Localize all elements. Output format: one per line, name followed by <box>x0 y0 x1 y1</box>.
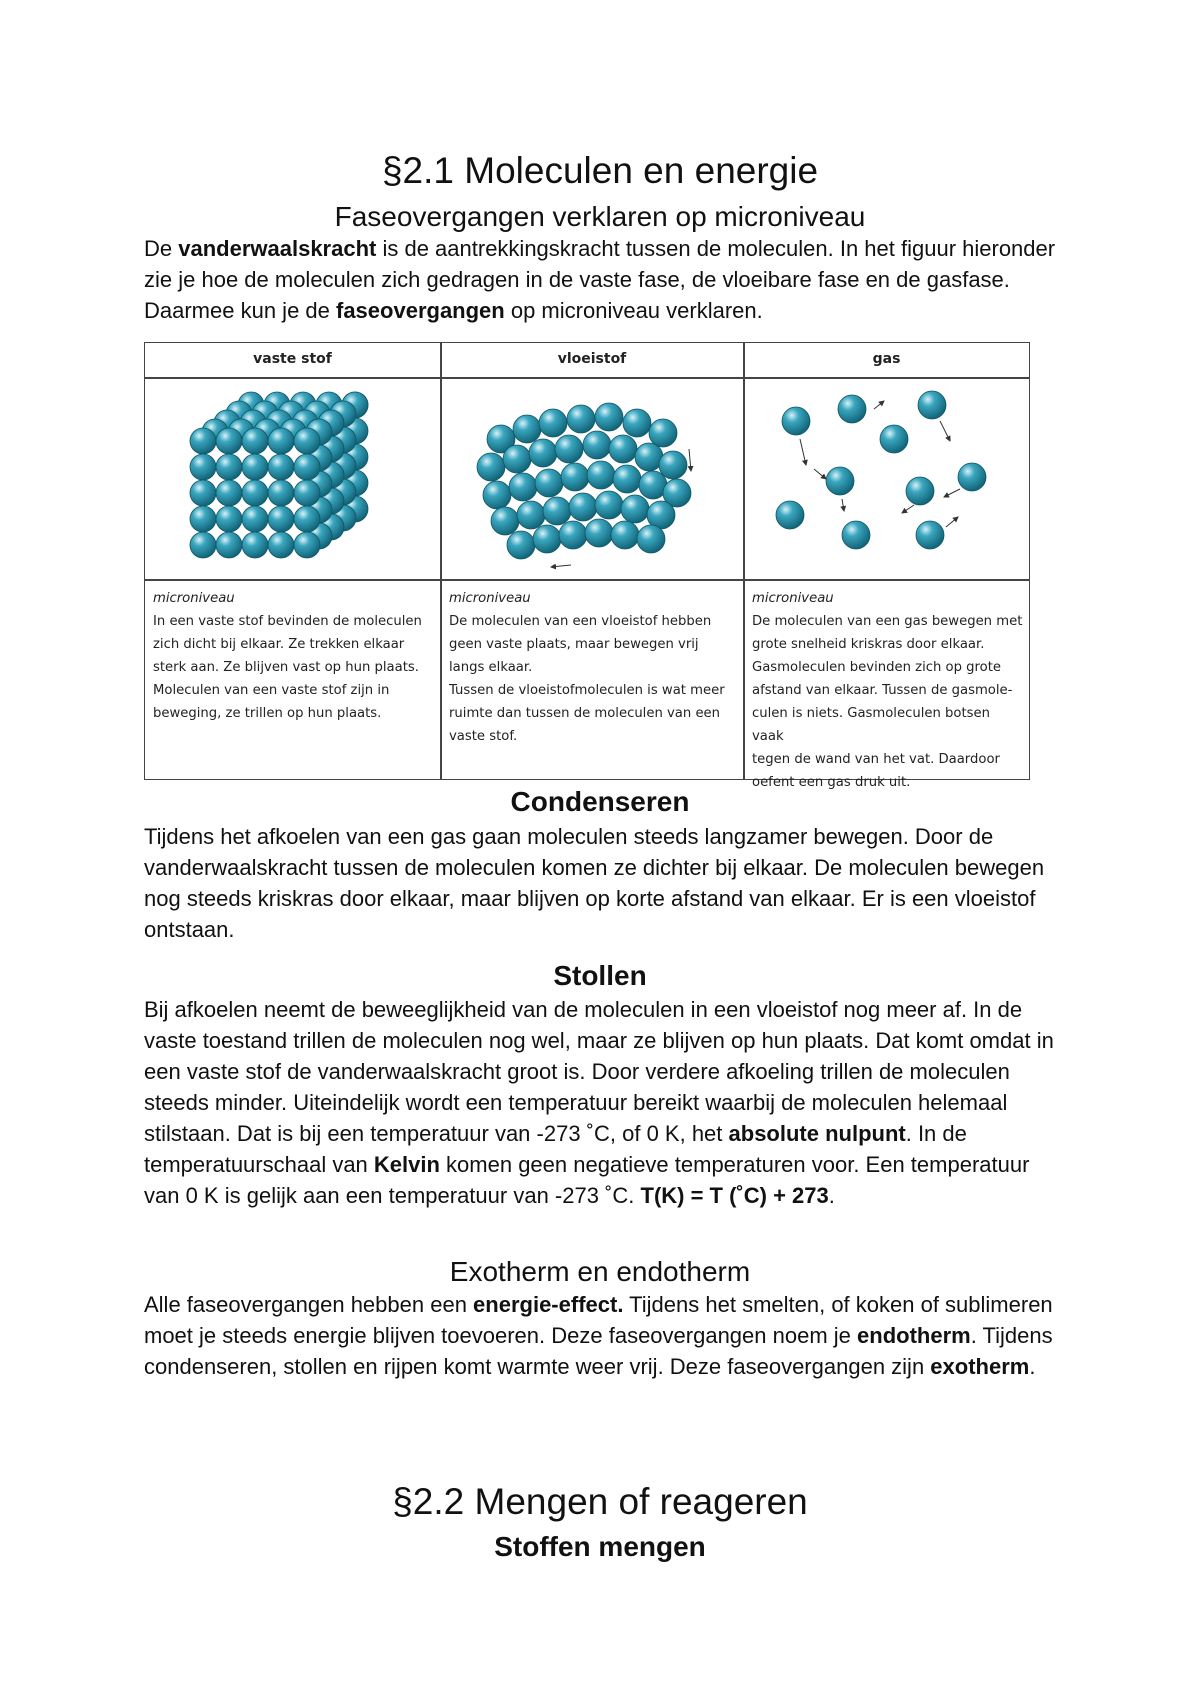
molecule <box>842 521 870 549</box>
molecule <box>294 428 320 454</box>
molecule <box>776 501 804 529</box>
gas-molecules-illustration <box>744 379 1029 579</box>
column-vaste-stof <box>145 343 440 779</box>
caption-label: microniveau <box>752 591 834 606</box>
motion-arrow <box>944 489 960 497</box>
molecule <box>268 506 294 532</box>
molecule <box>649 419 677 447</box>
solid-molecules-illustration <box>145 379 440 579</box>
molecule <box>216 506 242 532</box>
molecule <box>880 425 908 453</box>
molecule <box>242 506 268 532</box>
molecule <box>190 532 216 558</box>
molecule <box>190 480 216 506</box>
heading-stollen: Stollen <box>553 960 647 991</box>
molecule <box>483 481 511 509</box>
molecule <box>294 454 320 480</box>
molecule <box>242 480 268 506</box>
molecule <box>242 532 268 558</box>
molecule <box>543 497 571 525</box>
molecule <box>613 465 641 493</box>
caption-line: tegen de wand van het vat. Daardoor <box>752 752 1000 767</box>
term-absolute-nulpunt: absolute nulpunt <box>728 1121 906 1146</box>
molecule <box>838 395 866 423</box>
section-title-2: §2.2 Mengen of reageren <box>392 1481 808 1522</box>
molecule <box>268 454 294 480</box>
section-title: §2.1 Moleculen en energie <box>381 150 819 191</box>
molecule <box>294 532 320 558</box>
molecule <box>268 428 294 454</box>
molecule <box>567 405 595 433</box>
molecule <box>190 428 216 454</box>
molecule <box>826 467 854 495</box>
molecule <box>268 480 294 506</box>
molecule <box>507 531 535 559</box>
paragraph-stollen: Bij afkoelen neemt de beweeglijkheid van de moleculen in een vloeistof nog meer af. In de vaste toestand trillen de moleculen nog wel, maar ze blijven op hun plaats. Dat komt omdat in een vaste stof de vanderwaalskracht groot is. Door verdere afkoeling trillen de moleculen steeds minder. Uiteindelijk wordt een temperatuur bereikt waarbij de moleculen helemaal stilstaan. Dat is bij een temperatuur van -273 ˚C, of 0 K, het absolute nulpunt. In de temperatuurschaal van Kelvin komen geen negatieve temperaturen voor. Een temperatuur van 0 K is gelijk aan een temperatuur van -273 ˚C. T(K) = T (˚C) + 273. <box>144 997 1054 1208</box>
paragraph-condenseren: Tijdens het afkoelen van een gas gaan moleculen steeds langzamer bewegen. Door de vanderwaalskracht tussen de moleculen komen ze dichter bij elkaar. De moleculen bewegen nog steeds kriskras door elkaar, maar blijven op korte afstand van elkaar. Er is een vloeistof ontstaan. <box>144 824 1045 942</box>
molecule <box>918 391 946 419</box>
column-header: vaste stof <box>253 351 332 367</box>
term-endotherm: endotherm <box>857 1323 971 1348</box>
molecule <box>623 409 651 437</box>
caption-line: grote snelheid kriskras door elkaar. <box>752 637 985 652</box>
molecule <box>503 445 531 473</box>
caption-line: langs elkaar. <box>449 660 533 675</box>
phase-figure-table <box>144 342 1030 790</box>
caption-line: Tussen de vloeistofmoleculen is wat meer <box>449 683 725 698</box>
molecule <box>569 493 597 521</box>
motion-arrow <box>551 565 571 567</box>
molecule <box>216 428 242 454</box>
molecule <box>587 461 615 489</box>
molecule <box>621 495 649 523</box>
heading-condenseren: Condenseren <box>510 786 690 817</box>
intro-paragraph: De vanderwaalskracht is de aantrekkingskracht tussen de moleculen. In het figuur hieronder zie je hoe de moleculen zich gedragen in de vaste fase, de vloeibare fase en de gasfase. Daarmee kun je de faseovergangen op microniveau verklaren. <box>144 236 1056 323</box>
motion-arrow <box>940 421 950 441</box>
molecule <box>916 521 944 549</box>
molecule <box>242 454 268 480</box>
liquid-molecules-illustration <box>441 379 743 579</box>
molecule <box>782 407 810 435</box>
molecule <box>242 428 268 454</box>
caption-label: microniveau <box>153 591 235 606</box>
molecule <box>517 501 545 529</box>
molecule <box>190 454 216 480</box>
molecule <box>216 532 242 558</box>
molecule <box>513 415 541 443</box>
molecule <box>533 525 561 553</box>
term-faseovergangen: faseovergangen <box>336 298 505 323</box>
term-exotherm: exotherm <box>930 1354 1030 1379</box>
caption-line: beweging, ze trillen op hun plaats. <box>153 706 382 721</box>
term-kelvin: Kelvin <box>373 1152 440 1177</box>
caption-line: In een vaste stof bevinden de moleculen <box>153 614 422 629</box>
molecule <box>294 506 320 532</box>
term-energie-effect: energie-effect. <box>473 1292 624 1317</box>
caption-line: zich dicht bij elkaar. Ze trekken elkaar <box>153 637 405 652</box>
caption-line: ruimte dan tussen de moleculen van een <box>449 706 721 721</box>
formula-kelvin: T(K) = T (˚C) + 273 <box>640 1183 829 1208</box>
column-header: gas <box>872 351 901 367</box>
caption-line: sterk aan. Ze blijven vast op hun plaats. <box>153 660 419 675</box>
section-subtitle-2: Stoffen mengen <box>494 1531 706 1562</box>
caption-label: microniveau <box>449 591 531 606</box>
motion-arrow <box>874 401 884 409</box>
molecule <box>906 477 934 505</box>
molecule <box>595 491 623 519</box>
caption-line: Moleculen van een vaste stof zijn in <box>153 683 390 698</box>
motion-arrow <box>946 517 958 527</box>
molecule <box>509 473 537 501</box>
paragraph-exotherm: Alle faseovergangen hebben een energie-effect. Tijdens het smelten, of koken of sublimeren moet je steeds energie blijven toevoeren. Deze faseovergangen noem je endotherm. Tijdens condenseren, stollen en rijpen komt warmte weer vrij. Deze faseovergangen zijn exotherm. <box>144 1292 1053 1379</box>
molecule <box>559 521 587 549</box>
molecule <box>958 463 986 491</box>
caption <box>153 587 436 725</box>
molecule <box>585 519 613 547</box>
molecule <box>611 521 639 549</box>
molecule <box>216 454 242 480</box>
molecule <box>609 435 637 463</box>
caption-line: De moleculen van een gas bewegen met <box>752 614 1023 629</box>
molecule <box>477 453 505 481</box>
molecule <box>539 409 567 437</box>
section-subtitle: Faseovergangen verklaren op microniveau <box>334 201 866 232</box>
caption-line: De moleculen van een vloeistof hebben <box>449 614 712 629</box>
motion-arrow <box>800 439 806 465</box>
molecule <box>637 525 665 553</box>
term-vanderwaalskracht: vanderwaalskracht <box>178 236 377 261</box>
motion-arrow <box>689 449 691 471</box>
molecule <box>535 469 563 497</box>
molecule <box>190 506 216 532</box>
caption <box>752 587 1025 794</box>
molecule <box>583 431 611 459</box>
column-gas <box>744 343 1029 790</box>
caption-line: culen is niets. Gasmoleculen botsen vaak <box>752 706 990 744</box>
molecule <box>595 403 623 431</box>
caption-line: geen vaste plaats, maar bewegen vrij <box>449 637 699 652</box>
molecule <box>268 532 294 558</box>
motion-arrow <box>842 499 844 511</box>
heading-exotherm-endotherm: Exotherm en endotherm <box>449 1256 751 1287</box>
column-header: vloeistof <box>557 351 627 367</box>
molecule <box>491 507 519 535</box>
molecule <box>294 480 320 506</box>
molecule <box>561 463 589 491</box>
caption-line: vaste stof. <box>449 729 518 744</box>
molecule <box>216 480 242 506</box>
column-vloeistof <box>441 343 743 779</box>
motion-arrow <box>902 505 914 513</box>
molecule <box>529 439 557 467</box>
caption-line: Gasmoleculen bevinden zich op grote <box>752 660 1002 675</box>
molecule <box>659 451 687 479</box>
caption <box>449 587 739 748</box>
motion-arrow <box>814 469 826 479</box>
caption-line: afstand van elkaar. Tussen de gasmole- <box>752 683 1013 698</box>
molecule <box>555 435 583 463</box>
caption-line: oefent een gas druk uit. <box>752 775 911 790</box>
